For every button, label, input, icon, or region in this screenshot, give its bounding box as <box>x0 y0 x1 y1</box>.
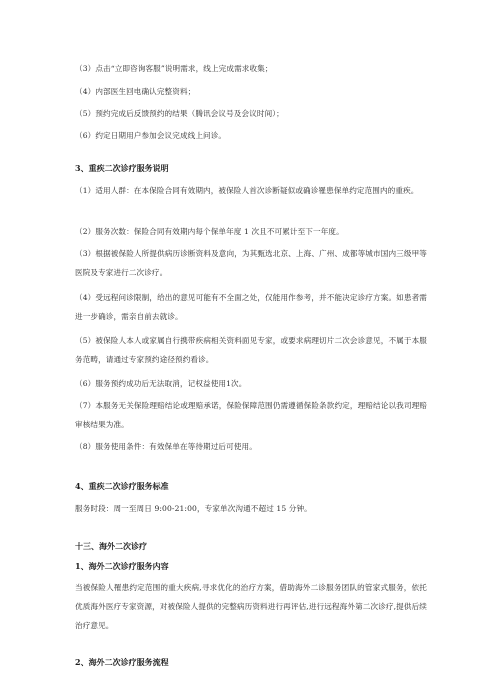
list-item: （4）受远程问诊限制，给出的意见可能有不全面之处，仅能用作参考，并不能决定诊疗方案。如患者需进一步确诊，需亲自前去就诊。 <box>75 293 427 321</box>
list-item: （5）预约完成后反馈预约的结果（腾讯会议号及会议时间）； <box>75 109 284 118</box>
paragraph: 服务时段：周一至周日 9:00-21:00，专家单次沟通不超过 15 分钟。 <box>75 504 312 513</box>
section-heading: 3、重疾二次诊疗服务说明 <box>75 163 169 173</box>
section-heading: 2、海外二次诊疗服务流程 <box>75 657 169 667</box>
list-item: （2）服务次数：保险合同有效期内每个保单年度 1 次且不可累计至下一年度。 <box>75 227 344 236</box>
list-item: （8）服务使用条件：有效保单在等待期过后可使用。 <box>75 442 257 451</box>
list-item: （6）约定日期用户参加会议完成线上问诊。 <box>75 131 227 140</box>
list-item: （5）被保险人本人或家属自行携带疾病相关资料面见专家，或要求病理切片二次会诊意见，不属于本服务范畴，请通过专家预约途径预约看诊。 <box>75 336 427 364</box>
list-item: （3）点击“立即咨询客服”说明需求，线上完成需求收集； <box>75 64 273 73</box>
list-item: （4）内部医生回电确认完整资料； <box>75 87 196 96</box>
list-item: （1）适用人群：在本保险合同有效期内，被保险人首次诊断疑似或确诊罹患保单约定范围内的重疾。 <box>75 186 419 195</box>
paragraph: 当被保险人罹患约定范围的重大疾病,寻求优化的治疗方案，借助海外二诊服务团队的管家式服务，依托优质海外医疗专家资源，对被保险人提供的完整病历资料进行再评估,进行远程海外第二次诊疗,提供后续治疗意见。 <box>75 583 427 630</box>
section-heading: 4、重疾二次诊疗服务标准 <box>75 481 169 491</box>
chapter-heading: 十三、海外二次诊疗 <box>75 541 147 551</box>
section-heading: 1、海外二次诊疗服务内容 <box>75 561 169 571</box>
list-item: （3）根据被保险人所提供病历诊断资料及意向，为其甄选北京、上海、广州、成都等城市国内三级甲等医院及专家进行二次诊疗。 <box>75 249 427 277</box>
list-item: （6）服务预约成功后无法取消，记权益使用1次。 <box>75 379 247 388</box>
list-item: （7）本服务无关保险理赔结论或理赔承诺，保险保障范围仍需遵循保险条款约定，理赔结论以我司理赔审核结果为准。 <box>75 401 427 429</box>
